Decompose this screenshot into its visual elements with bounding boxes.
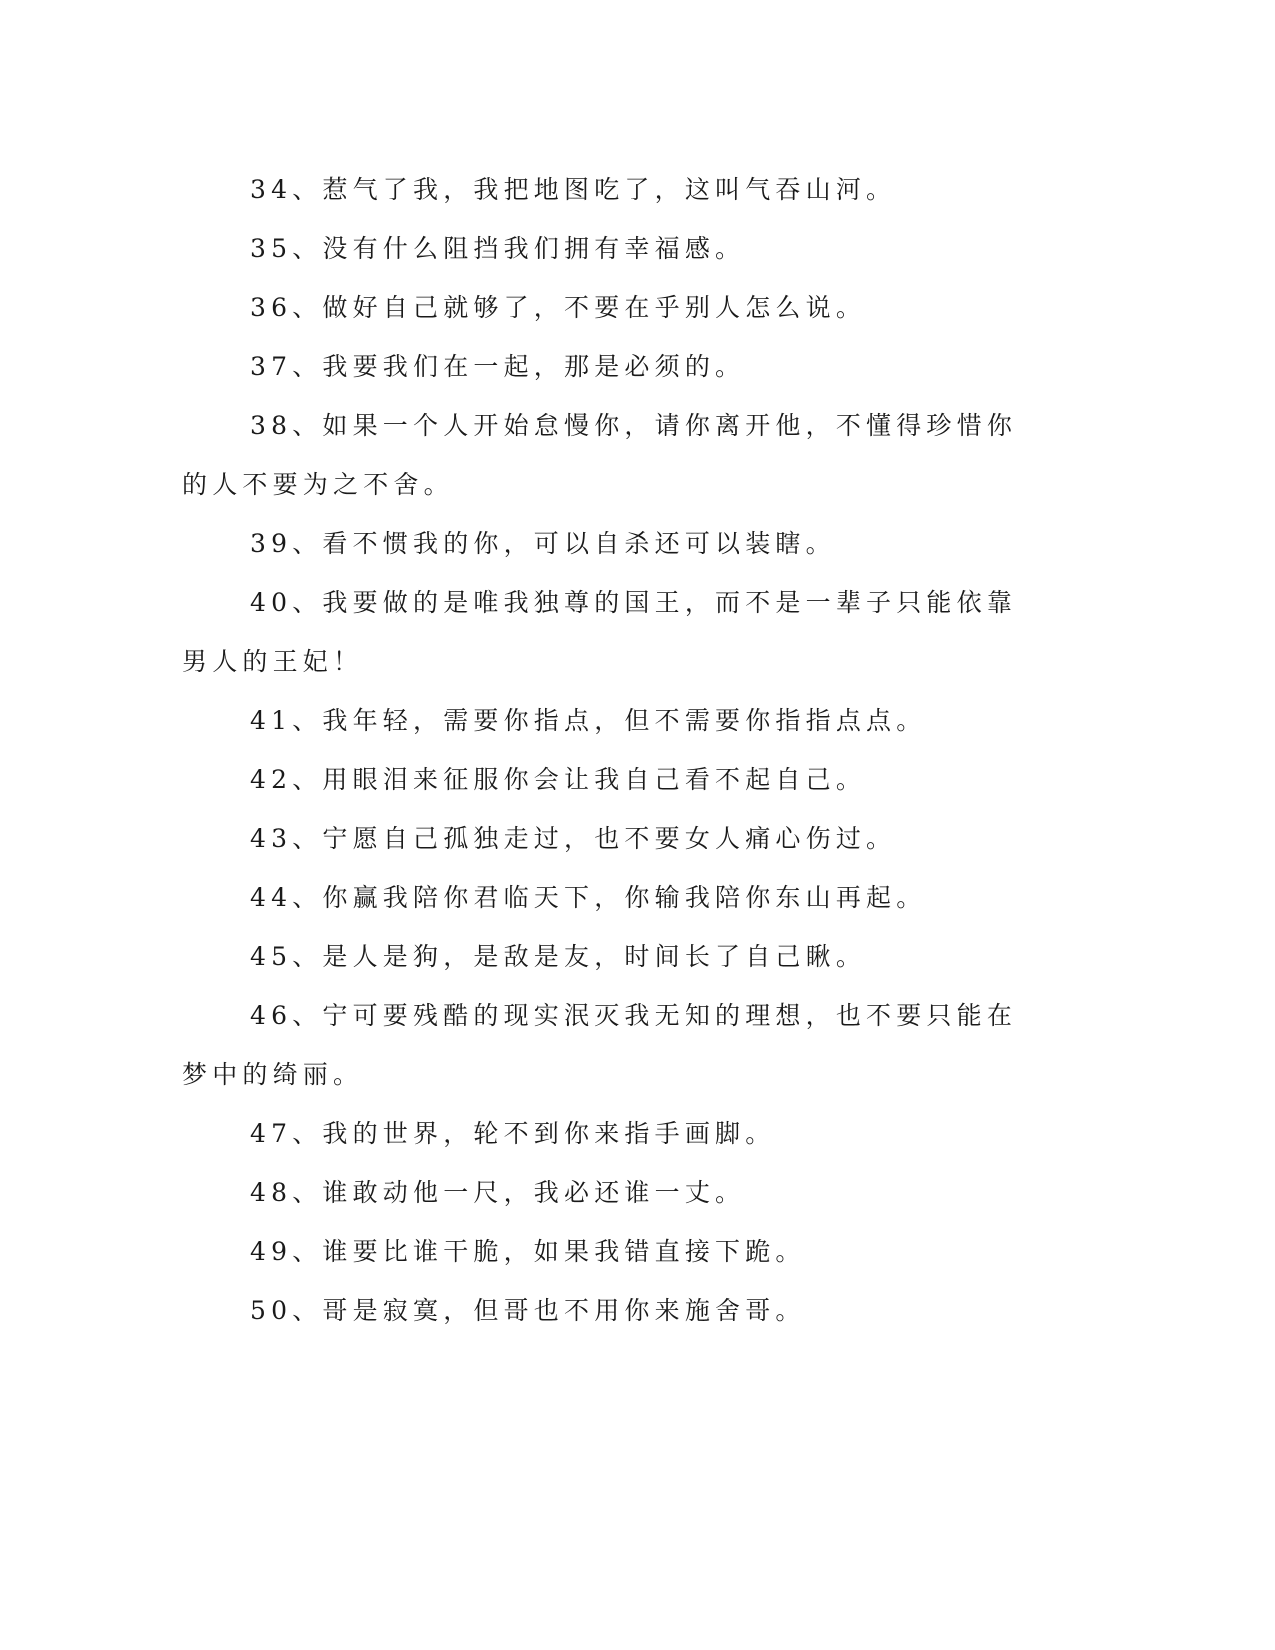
paragraph-38: 38、如果一个人开始怠慢你，请你离开他，不懂得珍惜你的人不要为之不舍。: [182, 411, 1018, 499]
paragraph-46: 46、宁可要残酷的现实泯灭我无知的理想，也不要只能在梦中的绮丽。: [182, 1001, 1018, 1089]
paragraph-49: 49、谁要比谁干脆，如果我错直接下跪。: [250, 1237, 806, 1266]
paragraph-35: 35、没有什么阻挡我们拥有幸福感。: [250, 234, 746, 263]
paragraph-36: 36、做好自己就够了，不要在乎别人怎么说。: [250, 293, 867, 322]
paragraph-40: 40、我要做的是唯我独尊的国王，而不是一辈子只能依靠男人的王妃！: [182, 588, 1018, 676]
paragraph-34: 34、惹气了我，我把地图吃了，这叫气吞山河。: [250, 175, 897, 204]
paragraph-48: 48、谁敢动他一尺，我必还谁一丈。: [250, 1178, 746, 1207]
paragraph-45: 45、是人是狗，是敌是友，时间长了自己瞅。: [250, 942, 867, 971]
paragraph-39: 39、看不惯我的你，可以自杀还可以装瞎。: [250, 529, 836, 558]
paragraph-41: 41、我年轻，需要你指点，但不需要你指指点点。: [250, 706, 927, 735]
paragraph-47: 47、我的世界，轮不到你来指手画脚。: [250, 1119, 776, 1148]
paragraph-37: 37、我要我们在一起，那是必须的。: [250, 352, 746, 381]
paragraph-42: 42、用眼泪来征服你会让我自己看不起自己。: [250, 765, 867, 794]
paragraph-50: 50、哥是寂寞，但哥也不用你来施舍哥。: [250, 1296, 806, 1325]
paragraph-44: 44、你赢我陪你君临天下，你输我陪你东山再起。: [250, 883, 927, 912]
paragraph-43: 43、宁愿自己孤独走过，也不要女人痛心伤过。: [250, 824, 897, 853]
document-body: [182, 160, 1042, 1340]
